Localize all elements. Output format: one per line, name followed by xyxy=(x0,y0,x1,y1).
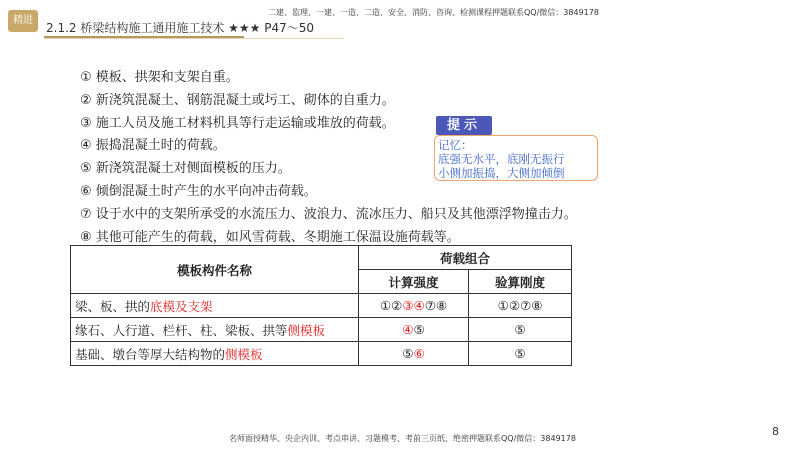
table-header-row xyxy=(71,246,572,270)
page-number: 8 xyxy=(772,425,779,438)
calc-highlight: ⑥ xyxy=(413,346,425,361)
calc-text-tail: ⑦⑧ xyxy=(424,298,448,313)
calc-text: ①② xyxy=(379,298,403,313)
calc-text-tail: ⑤ xyxy=(413,322,425,337)
row-name-text: 基础、墩台等厚大结构物的 xyxy=(75,346,226,362)
calc-highlight: ④ xyxy=(402,322,414,337)
tip-mnemonic-1: 底强无水平，底刚无振行 xyxy=(438,152,565,166)
list-item: ⑧ 其他可能产生的荷载，如风雪荷载、冬期施工保温设施荷载等。 xyxy=(80,229,460,245)
brand-logo: 精进 xyxy=(8,10,38,32)
row-name-text: 缘石、人行道、栏杆、柱、梁板、拱等 xyxy=(75,322,288,338)
table-row xyxy=(71,342,572,366)
bottom-contact-note: 名师面授精华、央企内训、考点串讲、习题模考、考前三页纸、绝密押题联系QQ/微信：3849178 xyxy=(229,434,576,443)
header-calc-strength: 计算强度 xyxy=(358,270,468,294)
top-contact-note: 二建、监理、一建、一造、二造、安全、消防、咨询、检测课程押题联系QQ/微信：3849178 xyxy=(268,8,599,17)
header-check-stiffness: 验算刚度 xyxy=(469,270,572,294)
list-item: ⑤ 新浇筑混凝土对侧面模板的压力。 xyxy=(80,161,291,177)
row-name-highlight: 侧模板 xyxy=(287,322,326,338)
list-item: ② 新浇筑混凝土、钢筋混凝土或圬工、砌体的自重力。 xyxy=(80,92,395,108)
list-item: ④ 振捣混凝土时的荷载。 xyxy=(80,138,226,154)
tip-mnemonic-2: 小侧加振捣，大侧加倾倒 xyxy=(438,166,565,180)
row-calc xyxy=(358,342,468,366)
list-item: ③ 施工人员及施工材料机具等行走运输或堆放的荷载。 xyxy=(80,115,395,131)
header-component-name: 模板构件名称 xyxy=(71,246,359,294)
row-calc xyxy=(358,318,468,342)
section-title: 2.1.2 桥梁结构施工通用施工技术 ★★★ P47～50 xyxy=(46,21,315,35)
calc-text: ⑤ xyxy=(402,346,414,361)
row-check: ⑤ xyxy=(469,318,572,342)
load-combination-table xyxy=(70,245,572,366)
row-name xyxy=(71,318,359,342)
header-rule xyxy=(44,38,344,39)
list-item: ⑦ 设于水中的支架所承受的水流压力、波浪力、流冰压力、船只及其他漂浮物撞击力。 xyxy=(80,206,577,222)
list-item: ① 模板、拱架和支架自重。 xyxy=(80,70,239,85)
row-check: ⑤ xyxy=(469,342,572,366)
calc-highlight: ③④ xyxy=(402,298,425,313)
row-name-highlight: 底模及支架 xyxy=(150,298,213,314)
row-name xyxy=(71,342,359,366)
row-name-highlight: 侧模板 xyxy=(225,346,263,362)
table-row xyxy=(71,294,572,318)
row-name xyxy=(71,294,359,318)
row-calc xyxy=(358,294,468,318)
row-name-text: 梁、板、拱的 xyxy=(75,298,151,314)
header-load-combination: 荷载组合 xyxy=(358,246,571,270)
tip-memory-label: 记忆： xyxy=(438,138,473,152)
tip-tag: 提示 xyxy=(436,116,492,135)
row-check: ①②⑦⑧ xyxy=(469,294,572,318)
list-item: ⑥ 倾倒混凝土时产生的水平向冲击荷载。 xyxy=(80,183,317,199)
table-row xyxy=(71,318,572,342)
